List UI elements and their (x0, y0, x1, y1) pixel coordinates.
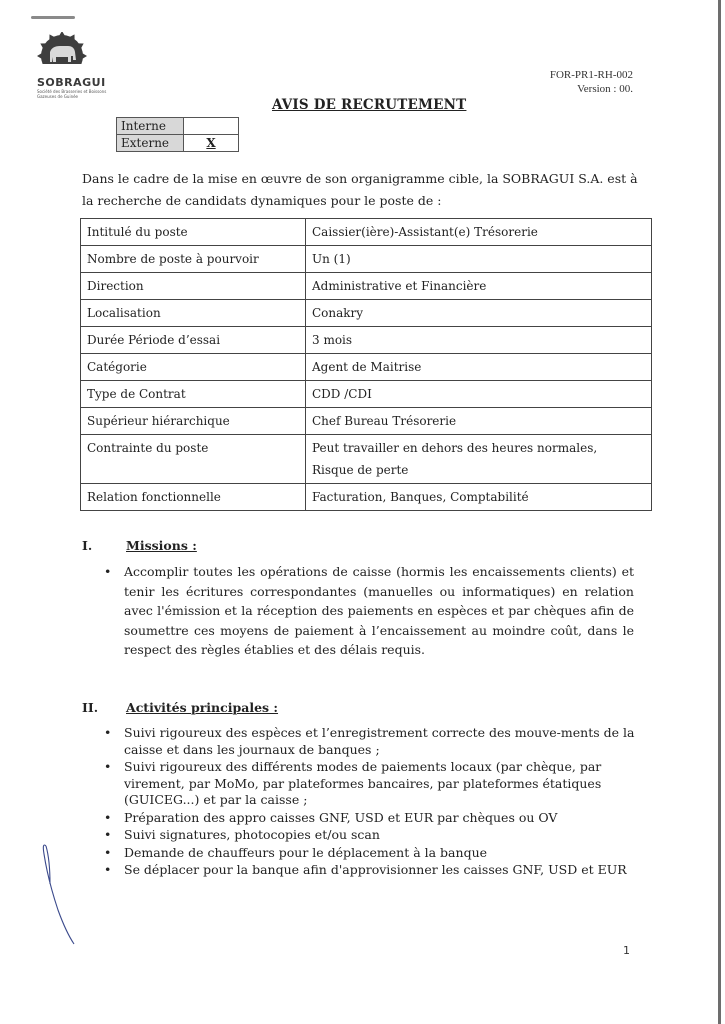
section-activities-heading (82, 700, 278, 715)
logo-subtitle: Société des Brasseries et Boissons Gazeuses de Guinée (37, 89, 107, 99)
document-reference (550, 68, 633, 96)
table-value: 3 mois (306, 327, 652, 354)
table-value: Un (1) (306, 246, 652, 273)
table-key: Catégorie (81, 354, 306, 381)
page-title: AVIS DE RECRUTEMENT (272, 97, 467, 113)
table-key: Intitulé du poste (81, 219, 306, 246)
logo-text: SOBRAGUI (37, 76, 106, 89)
signature-mark-icon (36, 840, 86, 950)
table-value: Chef Bureau Trésorerie (306, 408, 652, 435)
list-item: • Accomplir toutes les opérations de caisse (hormis les encaissements clients) et tenir les écritures correspondantes (manuelles ou informatiques) en relation avec l'émission et la réception des paiements en espèces et par chèques afin de soumettre ces moyens de paiement à l’encaissement au moindre coût, dans le respect des règles établies et des délais requis. (104, 562, 634, 660)
section-missions-heading (82, 538, 197, 553)
table-value: Conakry (306, 300, 652, 327)
table-value: CDD /CDI (306, 381, 652, 408)
table-row (81, 435, 652, 484)
recruitment-type-label: Externe (117, 135, 184, 152)
list-item: • Se déplacer pour la banque afin d'approvisionner les caisses GNF, USD et EUR (104, 862, 644, 879)
table-key: Direction (81, 273, 306, 300)
list-item: • Suivi signatures, photocopies et/ou scan (104, 827, 644, 844)
scan-mark (31, 16, 75, 19)
table-row (81, 273, 652, 300)
table-key: Supérieur hiérarchique (81, 408, 306, 435)
section-title: Activités principales : (126, 700, 279, 715)
recruitment-type-mark (184, 118, 239, 135)
doc-code: FOR-PR1-RH-002 (549, 69, 633, 81)
table-row (81, 300, 652, 327)
table-row (81, 354, 652, 381)
table-row (81, 381, 652, 408)
sobragui-logo-icon (28, 32, 118, 112)
table-value: Facturation, Banques, Comptabilité (306, 484, 652, 511)
table-row (81, 327, 652, 354)
table-value-line: Peut travailler en dehors des heures normales, (312, 441, 598, 455)
list-item: • Suivi rigoureux des différents modes de paiements locaux (par chèque, par virement, par MoMo, par plateformes bancaires, par plateformes étatiques (GUICEG...) et par la caisse ; (104, 759, 644, 809)
section-title: Missions : (126, 538, 197, 553)
table-row (81, 484, 652, 511)
table-key: Localisation (81, 300, 306, 327)
table-value: Caissier(ière)-Assistant(e) Trésorerie (306, 219, 652, 246)
scan-edge (718, 0, 721, 1024)
table-row (81, 219, 652, 246)
page-number: 1 (623, 944, 630, 957)
missions-list (104, 562, 634, 660)
list-item: • Demande de chauffeurs pour le déplacement à la banque (104, 845, 644, 862)
recruitment-type-row (117, 135, 239, 152)
table-key: Relation fonctionnelle (81, 484, 306, 511)
table-key: Nombre de poste à pourvoir (81, 246, 306, 273)
intro-paragraph: Dans le cadre de la mise en œuvre de son organigramme cible, la SOBRAGUI S.A. est à la recherche de candidats dynamiques pour le poste de : (82, 171, 638, 208)
table-key: Type de Contrat (81, 381, 306, 408)
recruitment-type-table (116, 117, 239, 152)
table-key: Durée Période d’essai (81, 327, 306, 354)
table-value (306, 435, 652, 484)
table-value-line: Risque de perte (312, 463, 409, 477)
table-value: Administrative et Financière (306, 273, 652, 300)
job-info-table (80, 218, 652, 511)
section-number: I. (82, 538, 93, 553)
section-number: II. (82, 700, 99, 715)
recruitment-type-row (117, 118, 239, 135)
recruitment-type-mark: X (184, 135, 239, 152)
table-value: Agent de Maitrise (306, 354, 652, 381)
table-row (81, 408, 652, 435)
table-key: Contrainte du poste (81, 435, 306, 484)
list-item: • Suivi rigoureux des espèces et l’enregistrement correcte des mouve-ments de la caisse et dans les journaux de banques ; (104, 725, 644, 758)
list-item: • Préparation des appro caisses GNF, USD et EUR par chèques ou OV (104, 810, 644, 827)
recruitment-type-label: Interne (117, 118, 184, 135)
activities-list (104, 725, 644, 880)
doc-version: Version : 00. (577, 83, 633, 95)
table-row (81, 246, 652, 273)
